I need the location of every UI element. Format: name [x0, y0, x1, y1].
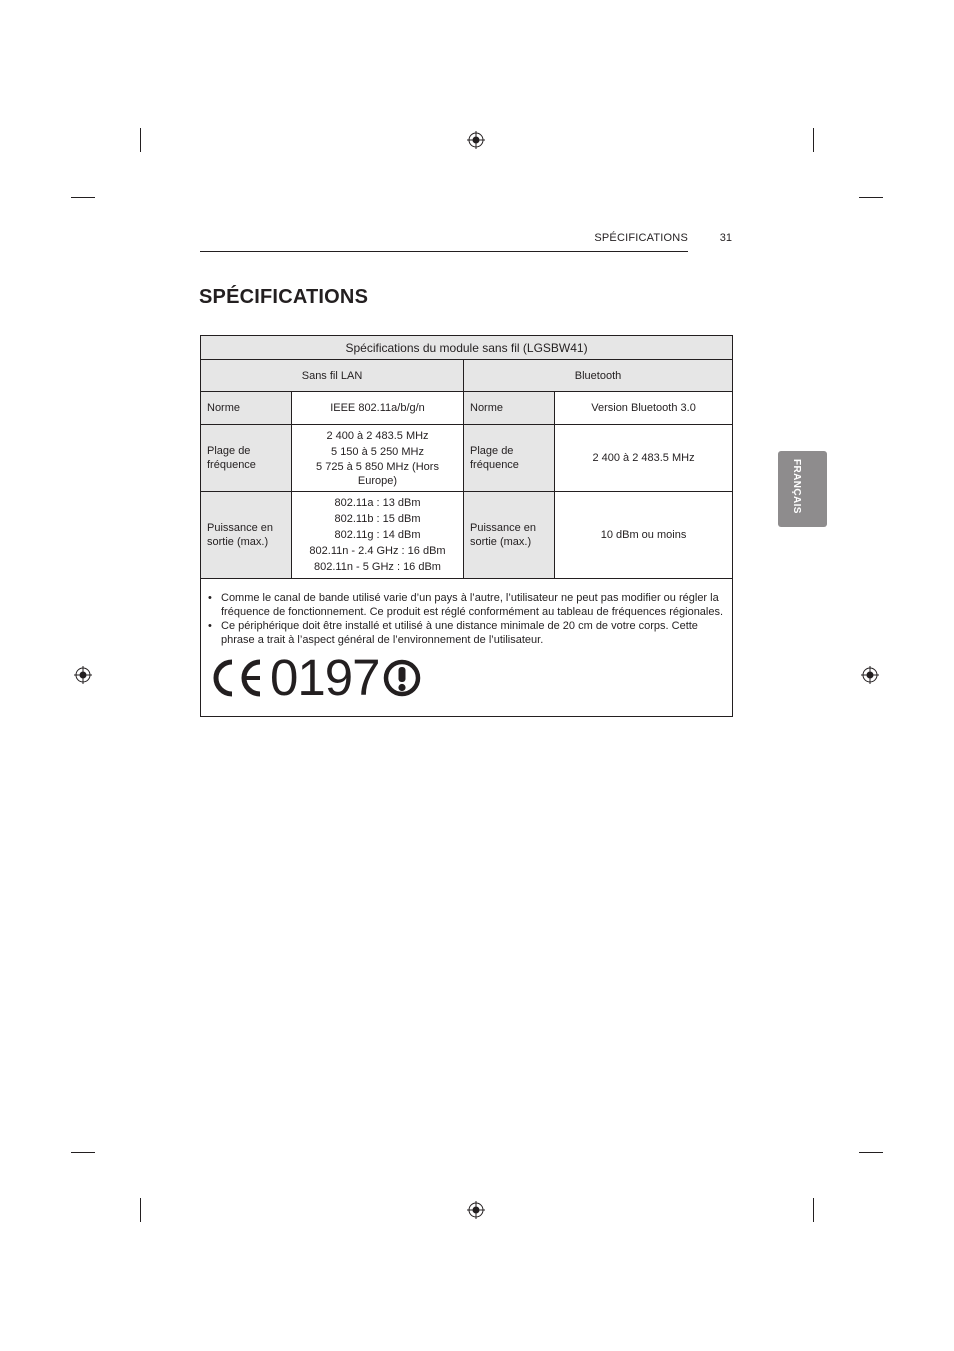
crop-mark [859, 1152, 883, 1153]
group-header-wlan: Sans fil LAN [201, 360, 464, 392]
notified-body-number: 0197 [270, 649, 380, 706]
language-tab [778, 451, 827, 527]
registration-mark-icon [467, 131, 485, 149]
group-header-bluetooth: Bluetooth [464, 360, 733, 392]
note-item: • Comme le canal de bande utilisé varie d’un pays à l’autre, l’utilisateur ne peut pas modifier ou régler la fréquence de fonctionnement. Ce produit est réglé conformément au tableau de fréquences régionales. [207, 592, 726, 619]
spec-table [200, 335, 733, 717]
value-line: IEEE 802.11a/b/g/n [330, 402, 425, 414]
notes-list [207, 592, 726, 647]
bt-norme-label: Norme [464, 392, 555, 425]
value-line: 802.11g : 14 dBm [334, 529, 421, 541]
wlan-frequency-value [292, 425, 464, 492]
page-number: 31 [719, 232, 732, 244]
crop-mark [71, 197, 95, 198]
table-caption-row [201, 336, 733, 360]
ce-mark-icon [210, 657, 266, 699]
table-caption: Spécifications du module sans fil (LGSBW41) [201, 336, 733, 360]
table-row [201, 492, 733, 579]
value-line: 802.11n - 2.4 GHz : 16 dBm [309, 545, 446, 557]
running-header-label: SPÉCIFICATIONS [594, 232, 688, 244]
alert-class-icon [383, 659, 421, 697]
value-line: 2 400 à 2 483.5 MHz [326, 430, 429, 442]
table-row [201, 425, 733, 492]
notes-cell [201, 579, 733, 717]
wlan-norme-value [292, 392, 464, 425]
page-title: SPÉCIFICATIONS [199, 286, 369, 308]
wlan-frequency-label: Plage de fréquence [201, 425, 292, 492]
crop-mark [813, 128, 814, 152]
value-line: 802.11n - 5 GHz : 16 dBm [314, 561, 441, 573]
crop-mark [859, 197, 883, 198]
notes-row [201, 579, 733, 717]
crop-mark [140, 1198, 141, 1222]
value-line: 5 725 à 5 850 MHz (Hors Europe) [316, 461, 439, 487]
ce-marking [210, 649, 726, 706]
bt-norme-value: Version Bluetooth 3.0 [555, 392, 733, 425]
table-group-header-row [201, 360, 733, 392]
bt-frequency-value: 2 400 à 2 483.5 MHz [555, 425, 733, 492]
wlan-power-label: Puissance en sortie (max.) [201, 492, 292, 579]
value-line: 802.11a : 13 dBm [334, 497, 421, 509]
note-item: • Ce périphérique doit être installé et utilisé à une distance minimale de 20 cm de votre corps. Cette phrase a trait à l’aspect général de l’environnement de l’utilisateur. [207, 620, 726, 647]
crop-mark [71, 1152, 95, 1153]
registration-mark-icon [467, 1201, 485, 1219]
header-rule [200, 251, 688, 252]
registration-mark-icon [74, 666, 92, 684]
language-tab-label: FRANÇAIS [791, 459, 802, 514]
crop-mark [140, 128, 141, 152]
wlan-norme-label: Norme [201, 392, 292, 425]
value-line: 5 150 à 5 250 MHz [331, 446, 424, 458]
wlan-power-value [292, 492, 464, 579]
table-row [201, 392, 733, 425]
bt-frequency-label: Plage de fréquence [464, 425, 555, 492]
bt-power-value: 10 dBm ou moins [555, 492, 733, 579]
bt-power-label: Puissance en sortie (max.) [464, 492, 555, 579]
value-line: 802.11b : 15 dBm [334, 513, 421, 525]
registration-mark-icon [861, 666, 879, 684]
crop-mark [813, 1198, 814, 1222]
